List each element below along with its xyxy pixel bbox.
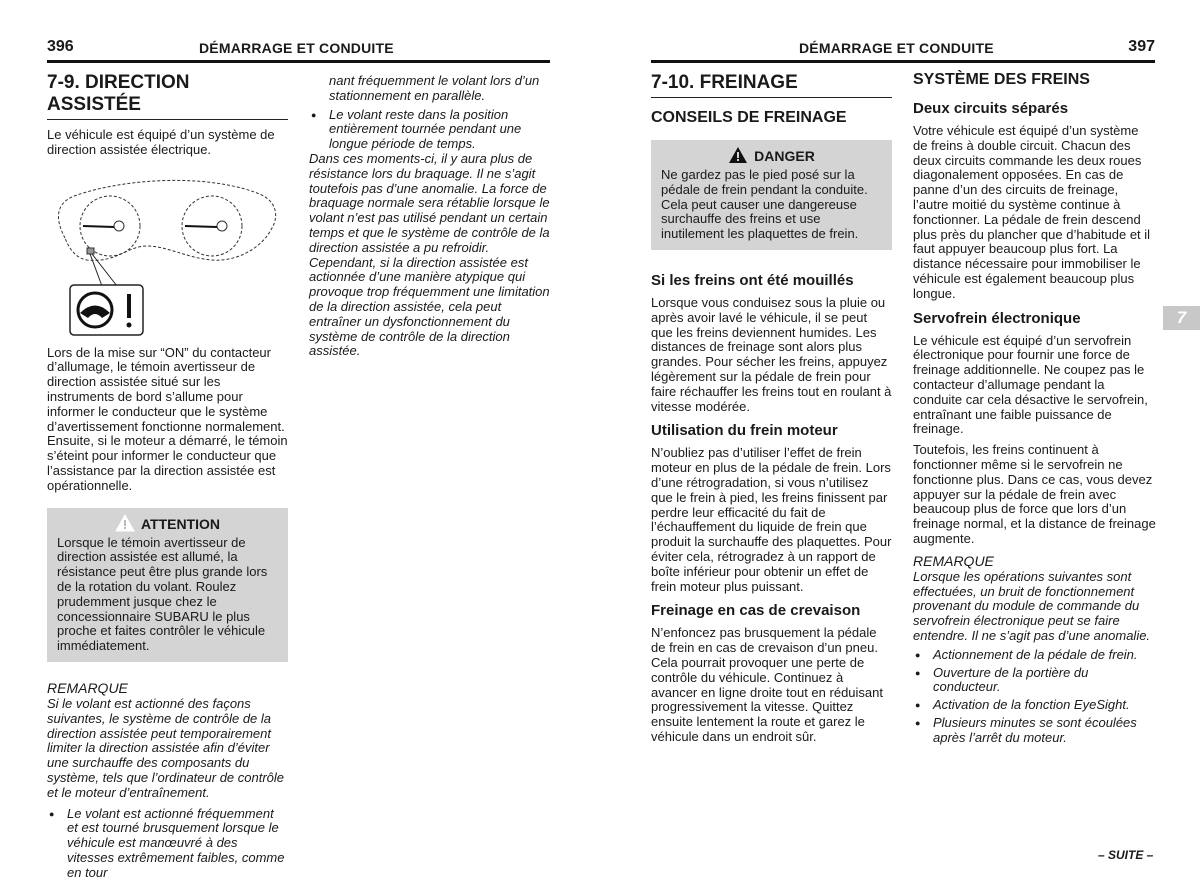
right-column-2 bbox=[913, 70, 1156, 745]
danger-triangle-icon bbox=[728, 146, 748, 164]
danger-box bbox=[651, 140, 892, 250]
servo-text-1: Le véhicule est équipé d’un servofrein électronique pour fournir une force de freinage additionnelle. Ne coupez pas le contacteur d’allumage pendant la conduite car cela désactive le servofrein, entraînant une faible puissance de freinage. bbox=[913, 332, 1148, 437]
remark-bullet-continued: nant fréquemment le volant lors d’un stationnement en parallèle. bbox=[329, 73, 540, 103]
system-title: SYSTÈME DES FREINS bbox=[913, 71, 1090, 88]
remark-bullet: ● Actionnement de la pédale de frein. bbox=[913, 648, 1156, 663]
left-page-header bbox=[47, 38, 550, 63]
intro-text: Le véhicule est équipé d’un système de direction assistée électrique. bbox=[47, 127, 275, 157]
conseils-title: CONSEILS DE FREINAGE bbox=[651, 109, 847, 126]
left-column-1 bbox=[47, 72, 288, 881]
dual-circuit-title: Deux circuits séparés bbox=[913, 100, 1069, 117]
servo-text-2: Toutefois, les freins continuent à fonctionner même si le servofrein ne fonctionne plus. Dans ce cas, vous devez appuyer sur la pédale de frein avec beaucoup plus de force que lors d’un freinage normal, et la distance de freinage augmente. bbox=[913, 442, 1156, 546]
puncture-text: N’enfoncez pas brusquement la pédale de frein en cas de crevaison d’un pneu. Cela pourrait provoquer une perte de contrôle du véhicule. Continuez à avancer en ligne droite tout en réduisant progressivement la vitesse. Quittez ensuite lentement la route et garez le véhicule dans un endroit sûr. bbox=[651, 625, 883, 744]
warning-triangle-icon bbox=[115, 514, 135, 532]
right-page-header bbox=[651, 38, 1155, 63]
remark-title: REMARQUE bbox=[913, 552, 994, 569]
running-title: DÉMARRAGE ET CONDUITE bbox=[199, 40, 394, 56]
attention-box bbox=[47, 508, 288, 662]
section-title: 7-10. FREINAGE bbox=[651, 72, 892, 98]
dual-circuit-text: Votre véhicule est équipé d’un système de freins à double circuit. Chacun des deux circuits commande les deux roues diagonalement opposées. En cas de panne d’un des circuits de freinage, l’autre moitié du système continue à fonctionner. La pédale de frein descend plus près du plancher que d’habitude et il faut appuyer beaucoup plus fort. La distance nécessaire pour immobiliser le véhicule est également beaucoup plus longue. bbox=[913, 123, 1151, 301]
remark-title: REMARQUE bbox=[47, 679, 128, 696]
wet-brakes-text: Lorsque vous conduisez sous la pluie ou après avoir lavé le véhicule, il se peut que les freins deviennent humides. Les distances de freinage sont alors plus grandes. Pour sécher les freins, appuyez légèrement sur la pédale de frein pour faire réchauffer les freins tout en roulant à vitesse modérée. bbox=[651, 294, 892, 414]
wet-brakes-title: Si les freins ont été mouillés bbox=[651, 271, 854, 289]
attention-text: Lorsque le témoin avertisseur de direction assistée est allumé, la résistance peut être plus grande lors de la rotation du volant. Roulez prudemment jusque chez le concessionnaire SUBARU le plus proche et faites contrôler le véhicule immédiatement. bbox=[57, 534, 268, 654]
left-column-2 bbox=[309, 74, 552, 359]
puncture-title: Freinage en cas de crevaison bbox=[651, 602, 861, 620]
engine-brake-title: Utilisation du frein moteur bbox=[651, 422, 838, 440]
body-text: Lors de la mise sur “ON” du contacteur d’allumage, le témoin avertisseur de direction assistée situé sur les instruments de bord s’allume pour informer le conducteur que le système d’avertissement fonctionne normalement. Ensuite, si le moteur a démarré, le témoin s’éteint pour informer le conducteur que l’assistance par la direction assistée est opérationnelle. bbox=[47, 344, 288, 493]
engine-brake-text: N’oubliez pas d’utiliser l’effet de frein moteur en plus de la pédale de frein. Lors d’une rétrogradation, si vous n’utilisez que le frein à pied, les freins finissent par perdre leur efficacité du fait de l’échauffement du liquide de frein que produit la surchauffe des plaquettes. Pour éviter cela, rétrogradez à un rapport de boîte inférieur pour obtenir un effet de frein moteur plus puissant. bbox=[651, 445, 892, 594]
section-title: 7-9. DIRECTION ASSISTÉE bbox=[47, 72, 288, 120]
continued-label: – SUITE – bbox=[1098, 848, 1154, 862]
remark-text: Lorsque les opérations suivantes sont effectuées, un bruit de fonctionnement provenant du module de commande du servofrein électronique peut se faire entendre. Il ne s’agit pas d’une anomalie. bbox=[913, 568, 1151, 643]
chapter-tab: 7 bbox=[1163, 306, 1200, 330]
instrument-cluster-illustration bbox=[47, 168, 287, 336]
remark-text: Si le volant est actionné des façons suivantes, le système de contrôle de la direction assistée peut temporairement limiter la direction assistée afin d’éviter une surchauffe des composants du système, tels que l’ordinateur de contrôle et le moteur d’entraînement. bbox=[47, 695, 285, 800]
remark-bullet: ● Activation de la fonction EyeSight. bbox=[913, 698, 1156, 713]
running-title: DÉMARRAGE ET CONDUITE bbox=[799, 40, 994, 56]
remark-bullet: ● Ouverture de la portière du conducteur. bbox=[913, 666, 1156, 696]
right-column-1 bbox=[651, 72, 892, 745]
remark-bullet: ● Le volant est actionné fréquemment et est tourné brusquement lorsque le véhicule est manœuvré à des vitesses extrêmement faibles, comme en tour bbox=[47, 807, 288, 881]
remark-bullet: ● Le volant reste dans la position entièrement tournée pendant une longue période de temps. bbox=[309, 108, 552, 152]
attention-title: ATTENTION bbox=[57, 514, 278, 533]
danger-text: Ne gardez pas le pied posé sur la pédale de frein pendant la conduite. Cela peut causer une dangereuse surchauffe des freins et use inutilement les plaquettes de frein. bbox=[661, 167, 868, 242]
page-number: 397 bbox=[1128, 38, 1155, 55]
servo-title: Servofrein électronique bbox=[913, 309, 1081, 327]
instrument-cluster-drawing bbox=[47, 168, 287, 336]
remark-bullet: ● Plusieurs minutes se sont écoulées après l’arrêt du moteur. bbox=[913, 716, 1156, 746]
remark-after-text: Dans ces moments-ci, il y aura plus de résistance lors du braquage. Il ne s’agit toutefois pas d’une anomalie. La force de braquage normale sera rétablie lorsque le volant n’est pas utilisé pendant un certain temps et que le système de contrôle de la direction assistée a pu refroidir. Cependant, si la direction assistée est actionnée d’une manière atypique qui provoque trop fréquemment une limitation de la direction assistée, cela peut entraîner un dysfonctionnement du système de contrôle de la direction assistée. bbox=[309, 150, 550, 359]
page-number: 396 bbox=[47, 38, 74, 55]
danger-title: DANGER bbox=[661, 146, 882, 165]
